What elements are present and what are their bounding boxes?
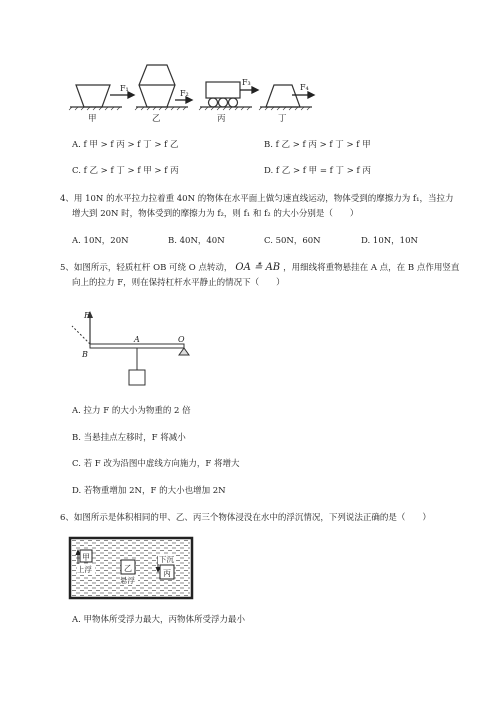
force-label-f4: F₄ xyxy=(300,83,309,92)
q3-option-b[interactable]: B. f 乙 > f 丙 > f 丁 > f 甲 xyxy=(264,140,371,150)
force-label-f3: F₃ xyxy=(242,78,251,87)
lever-bar xyxy=(90,344,184,348)
label-yi: 乙 xyxy=(152,114,161,123)
q5-stem-part2: ，用细线将重物悬挂在 A 点，在 B 点作用竖直 xyxy=(283,263,460,273)
label-jia-obj: 甲 xyxy=(82,553,90,562)
label-A: A xyxy=(134,335,140,344)
force-label-f2: F₂ xyxy=(180,89,189,98)
q5-option-a[interactable]: A. 拉力 F 的大小为物重的 2 倍 xyxy=(72,406,191,416)
q6-buoyancy-figure xyxy=(68,536,194,600)
q5-stem-line1 xyxy=(60,262,459,274)
q4-option-a[interactable]: A. 10N，20N xyxy=(72,236,129,246)
label-up: 上浮 xyxy=(77,565,92,574)
q3-option-a[interactable]: A. f 甲 > f 丙 > f 丁 > f 乙 xyxy=(72,140,179,150)
block-jia xyxy=(76,85,110,107)
label-suspend: 悬浮 xyxy=(120,576,135,585)
label-bing-obj: 丙 xyxy=(163,569,171,578)
label-B: B xyxy=(82,350,88,359)
dashed-force-direction xyxy=(72,326,90,344)
q5-lever-figure xyxy=(68,308,198,390)
force-label-f1: F₁ xyxy=(120,84,129,93)
label-F: F xyxy=(84,311,90,320)
q3-option-c[interactable]: C. f 乙 > f 丁 > f 甲 > f 丙 xyxy=(72,166,179,176)
q3-figure xyxy=(60,55,340,123)
q4-option-d[interactable]: D. 10N，10N xyxy=(361,236,418,246)
q3-option-d[interactable]: D. f 乙 > f 甲 = f 丁 > f 丙 xyxy=(264,166,371,176)
q4-option-b[interactable]: B. 40N，40N xyxy=(168,236,225,246)
roller-2 xyxy=(219,98,228,107)
block-ding xyxy=(266,85,300,107)
block-bing xyxy=(206,82,240,98)
q5-formula: OA ≛ AB xyxy=(235,262,281,273)
pivot xyxy=(179,348,189,355)
label-O: O xyxy=(178,335,185,344)
q4-stem-line1: 4、用 10N 的水平拉力拉着重 40N 的物体在水平面上做匀速直线运动，物体受到的摩擦力为 f₁，当拉力 xyxy=(60,194,454,204)
q5-option-b[interactable]: B. 当悬挂点左移时，F 将减小 xyxy=(72,433,186,443)
label-down: 下沉 xyxy=(159,555,174,564)
q5-option-d[interactable]: D. 若物重增加 2N，F 的大小也增加 2N xyxy=(72,486,226,496)
block-yi xyxy=(139,65,175,107)
roller-1 xyxy=(209,98,218,107)
q6-option-a[interactable]: A. 甲物体所受浮力最大，丙物体所受浮力最小 xyxy=(72,615,246,625)
label-yi-obj: 乙 xyxy=(124,564,132,573)
roller-3 xyxy=(229,98,238,107)
q6-stem-line1: 6、如图所示是体积相同的甲、乙、丙三个物体浸没在水中的浮沉情况，下列说法正确的是（ ） xyxy=(60,513,431,523)
weight-box xyxy=(129,370,145,385)
q4-stem-line2: 增大到 20N 时，物体受到的摩擦力为 f₂，则 f₁ 和 f₂ 的大小分别是（ ） xyxy=(72,209,359,219)
q5-option-c[interactable]: C. 若 F 改为沿图中虚线方向施力，F 将增大 xyxy=(72,459,240,469)
label-ding: 丁 xyxy=(278,114,287,123)
q5-stem-line2: 向上的拉力 F，则在保持杠杆水平静止的情况下（ ） xyxy=(72,278,285,288)
q5-stem-part1: 5、如图所示，轻质杠杆 OB 可绕 O 点转动， xyxy=(60,263,233,273)
q4-option-c[interactable]: C. 50N，60N xyxy=(264,236,321,246)
label-bing: 丙 xyxy=(217,114,226,123)
label-jia: 甲 xyxy=(88,114,97,123)
